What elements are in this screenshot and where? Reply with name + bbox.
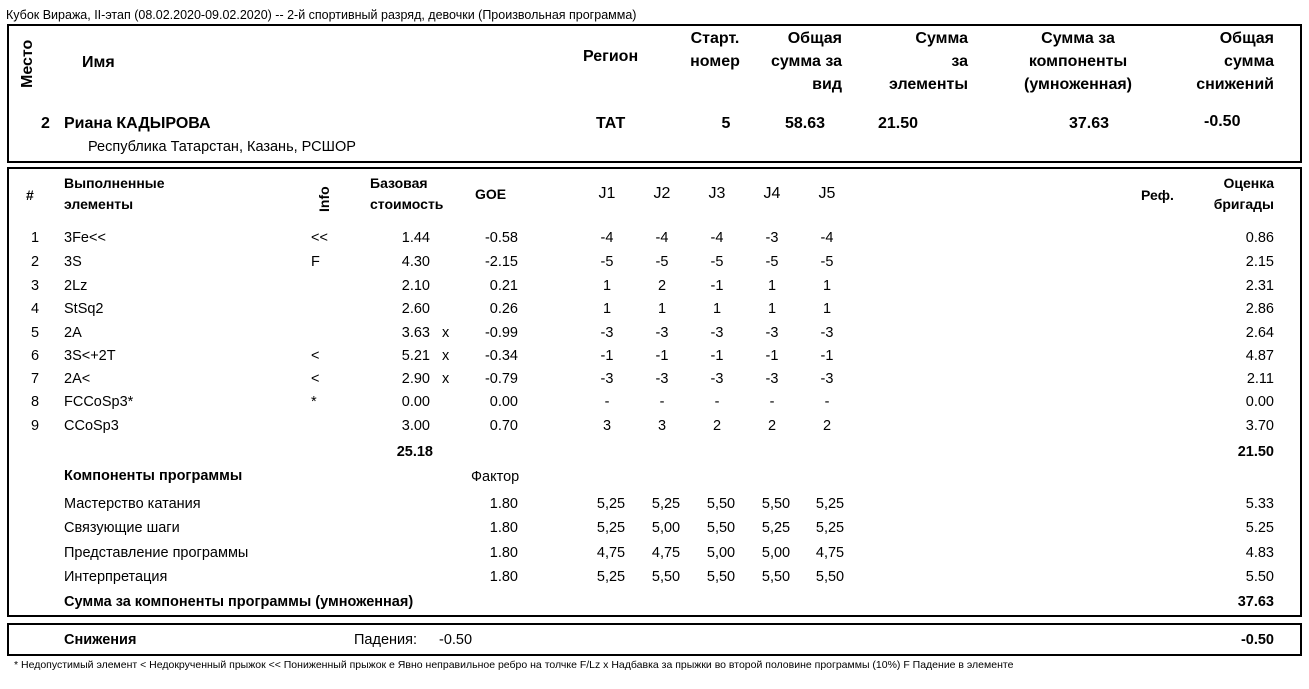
- skater-club: Республика Татарстан, Казань, РСШОР: [88, 139, 356, 155]
- col-header-element: Выполненные элементы: [64, 175, 165, 212]
- element-base-value: 5.21: [401, 348, 430, 364]
- col-header-ref: Реф.: [1141, 187, 1174, 203]
- base-value-total: 25.18: [396, 444, 433, 460]
- component-factor: 1.80: [489, 496, 518, 512]
- component-judge-score: 4,75: [815, 545, 845, 561]
- element-judge-score: 1: [657, 301, 667, 317]
- legend: * Недопустимый элемент < Недокрученный прыжок << Пониженный прыжок e Явно неправильное ребро на толчке F/Lz x Надбавка за прыжки во второй половине программы (10%) F Падение в элементе: [14, 659, 1014, 671]
- component-judge-score: 5,25: [815, 496, 845, 512]
- element-code: StSq2: [64, 301, 104, 317]
- element-goe: 0.00: [489, 394, 518, 410]
- component-judge-score: 5,25: [651, 496, 681, 512]
- component-judge-score: 5,50: [651, 569, 681, 585]
- col-header-num: #: [26, 187, 34, 203]
- component-judge-score: 5,50: [815, 569, 845, 585]
- element-judge-score: -3: [655, 325, 669, 341]
- component-panel-score: 5.33: [1245, 496, 1274, 512]
- element-judge-score: -: [769, 394, 775, 410]
- component-judge-score: 5,25: [815, 520, 845, 536]
- col-header-base-value: Базовая стоимость: [370, 175, 444, 212]
- header-total-element-score: Сумма за элементы: [889, 30, 968, 93]
- element-judge-score: 1: [767, 301, 777, 317]
- element-bonus-mark: x: [442, 348, 450, 364]
- skater-total-deductions: -0.50: [1204, 113, 1241, 130]
- element-code: 3Fe<<: [64, 230, 106, 246]
- col-header-judge-1: J1: [598, 185, 616, 202]
- component-name: Представление программы: [64, 545, 249, 561]
- element-info: F: [311, 254, 320, 270]
- component-name: Интерпретация: [64, 569, 168, 585]
- element-code: 2A<: [64, 371, 91, 387]
- element-bonus-mark: x: [442, 371, 450, 387]
- element-panel-score: 2.86: [1245, 301, 1274, 317]
- element-code: FCCoSp3*: [64, 394, 134, 410]
- element-base-value: 2.90: [401, 371, 430, 387]
- header-start-number: Старт. номер: [690, 30, 740, 70]
- element-goe: -2.15: [484, 254, 518, 270]
- component-judge-score: 5,25: [596, 520, 626, 536]
- element-judge-score: -1: [710, 348, 724, 364]
- skater-place: 2: [41, 115, 50, 132]
- element-judge-score: 1: [767, 278, 777, 294]
- header-total-deductions: Общая сумма снижений: [1196, 30, 1274, 93]
- deductions-label: Снижения: [64, 632, 137, 648]
- element-panel-score: 3.70: [1245, 418, 1274, 434]
- element-panel-score: 2.64: [1245, 325, 1274, 341]
- element-goe: 0.70: [489, 418, 518, 434]
- element-judge-score: -1: [820, 348, 834, 364]
- col-header-judge-4: J4: [763, 185, 781, 202]
- element-judge-score: 1: [822, 278, 832, 294]
- component-judge-score: 5,00: [761, 545, 791, 561]
- falls-label: Падения:: [354, 632, 417, 648]
- element-info: <: [311, 348, 320, 364]
- components-total-label: Сумма за компоненты программы (умноженная): [64, 594, 414, 610]
- element-judge-score: 3: [602, 418, 612, 434]
- element-judge-score: -3: [765, 230, 779, 246]
- element-code: 2Lz: [64, 278, 88, 294]
- component-judge-score: 5,50: [706, 496, 736, 512]
- element-judge-score: -5: [710, 254, 724, 270]
- element-code: 3S<+2T: [64, 348, 116, 364]
- element-num: 6: [31, 348, 40, 364]
- element-code: 2A: [64, 325, 82, 341]
- element-judge-score: -3: [600, 371, 614, 387]
- component-judge-score: 5,25: [596, 569, 626, 585]
- element-num: 5: [31, 325, 40, 341]
- element-base-value: 0.00: [401, 394, 430, 410]
- element-judge-score: -5: [820, 254, 834, 270]
- element-judge-score: 1: [712, 301, 722, 317]
- element-judge-score: -5: [600, 254, 614, 270]
- component-factor: 1.80: [489, 520, 518, 536]
- skater-start-number: 5: [721, 115, 731, 132]
- element-base-value: 1.44: [401, 230, 430, 246]
- element-num: 8: [31, 394, 40, 410]
- element-num: 4: [31, 301, 40, 317]
- component-panel-score: 4.83: [1245, 545, 1274, 561]
- header-total-segment-score: Общая сумма за вид: [770, 30, 842, 93]
- element-num: 2: [31, 254, 40, 270]
- element-panel-score: 0.86: [1245, 230, 1274, 246]
- col-header-score: Оценка бригады: [1213, 175, 1274, 212]
- components-factor-label: Фактор: [471, 469, 520, 485]
- header-region: Регион: [583, 48, 639, 65]
- element-num: 3: [31, 278, 40, 294]
- skater-total-element-score: 21.50: [878, 115, 919, 132]
- element-judge-score: -3: [710, 371, 724, 387]
- element-base-value: 3.00: [401, 418, 430, 434]
- element-panel-score: 2.15: [1245, 254, 1274, 270]
- element-num: 7: [31, 371, 40, 387]
- element-judge-score: 1: [602, 278, 612, 294]
- component-judge-score: 5,00: [651, 520, 681, 536]
- element-judge-score: -: [604, 394, 610, 410]
- col-header-judge-5: J5: [818, 185, 836, 202]
- element-judge-score: -3: [765, 325, 779, 341]
- element-judge-score: -3: [710, 325, 724, 341]
- col-header-judge-3: J3: [708, 185, 726, 202]
- elements-score-total: 21.50: [1237, 444, 1274, 460]
- element-goe: 0.21: [489, 278, 518, 294]
- components-heading: Компоненты программы: [64, 468, 243, 484]
- element-judge-score: 2: [712, 418, 722, 434]
- element-judge-score: 1: [822, 301, 832, 317]
- element-judge-score: -: [659, 394, 665, 410]
- components-total: 37.63: [1237, 594, 1274, 610]
- element-num: 1: [31, 230, 40, 246]
- element-goe: -0.99: [484, 325, 518, 341]
- skater-total-component-score: 37.63: [1069, 115, 1110, 132]
- component-judge-score: 5,25: [761, 520, 791, 536]
- component-panel-score: 5.25: [1245, 520, 1274, 536]
- element-judge-score: 1: [602, 301, 612, 317]
- element-judge-score: -3: [820, 371, 834, 387]
- element-judge-score: -4: [710, 230, 724, 246]
- element-code: CCoSp3: [64, 418, 119, 434]
- element-base-value: 2.60: [401, 301, 430, 317]
- skater-region: ТАТ: [596, 115, 626, 132]
- element-info: *: [311, 394, 317, 410]
- component-judge-score: 5,00: [706, 545, 736, 561]
- falls-value: -0.50: [439, 632, 473, 648]
- competition-title: Кубок Виража, II-этап (08.02.2020-09.02.2020) -- 2-й спортивный разряд, девочки (Произвольная программа): [6, 8, 637, 22]
- component-judge-score: 5,50: [761, 569, 791, 585]
- element-base-value: 2.10: [401, 278, 430, 294]
- element-judge-score: -1: [655, 348, 669, 364]
- element-goe: 0.26: [489, 301, 518, 317]
- component-judge-score: 4,75: [651, 545, 681, 561]
- element-judge-score: -: [824, 394, 830, 410]
- element-base-value: 3.63: [401, 325, 430, 341]
- component-name: Связующие шаги: [64, 520, 180, 536]
- deductions-box: [7, 623, 1302, 656]
- element-judge-score: -3: [600, 325, 614, 341]
- component-judge-score: 5,50: [761, 496, 791, 512]
- header-total-component-score: Сумма за компоненты (умноженная): [1024, 30, 1132, 93]
- element-info: <<: [311, 230, 328, 246]
- element-info: <: [311, 371, 320, 387]
- col-header-judge-2: J2: [653, 185, 671, 202]
- element-judge-score: -1: [710, 278, 724, 294]
- component-judge-score: 5,50: [706, 520, 736, 536]
- col-header-info: Info: [316, 186, 332, 212]
- deductions-total: -0.50: [1240, 632, 1274, 648]
- component-factor: 1.80: [489, 569, 518, 585]
- element-judge-score: -3: [765, 371, 779, 387]
- element-judge-score: -1: [765, 348, 779, 364]
- element-judge-score: 2: [657, 278, 667, 294]
- element-bonus-mark: x: [442, 325, 450, 341]
- element-goe: -0.79: [484, 371, 518, 387]
- skater-total-segment-score: 58.63: [785, 115, 826, 132]
- element-judge-score: -: [714, 394, 720, 410]
- element-goe: -0.34: [484, 348, 518, 364]
- element-judge-score: -5: [655, 254, 669, 270]
- element-judge-score: -4: [655, 230, 669, 246]
- component-judge-score: 5,50: [706, 569, 736, 585]
- component-factor: 1.80: [489, 545, 518, 561]
- skater-name: Риана КАДЫРОВА: [64, 115, 211, 132]
- element-judge-score: -4: [820, 230, 834, 246]
- element-base-value: 4.30: [401, 254, 430, 270]
- element-goe: -0.58: [484, 230, 518, 246]
- component-judge-score: 4,75: [596, 545, 626, 561]
- element-num: 9: [31, 418, 40, 434]
- element-judge-score: 2: [822, 418, 832, 434]
- element-judge-score: -4: [600, 230, 614, 246]
- element-code: 3S: [64, 254, 82, 270]
- element-judge-score: -5: [765, 254, 779, 270]
- element-panel-score: 0.00: [1245, 394, 1274, 410]
- col-header-goe: GOE: [475, 186, 507, 202]
- element-judge-score: 2: [767, 418, 777, 434]
- element-judge-score: -3: [820, 325, 834, 341]
- element-judge-score: 3: [657, 418, 667, 434]
- component-name: Мастерство катания: [64, 496, 201, 512]
- element-panel-score: 2.11: [1246, 371, 1274, 387]
- element-judge-score: -1: [600, 348, 614, 364]
- component-judge-score: 5,25: [596, 496, 626, 512]
- element-panel-score: 2.31: [1245, 278, 1274, 294]
- header-place: Место: [19, 39, 36, 88]
- element-judge-score: -3: [655, 371, 669, 387]
- header-name: Имя: [82, 54, 115, 71]
- element-panel-score: 4.87: [1245, 348, 1274, 364]
- component-panel-score: 5.50: [1245, 569, 1274, 585]
